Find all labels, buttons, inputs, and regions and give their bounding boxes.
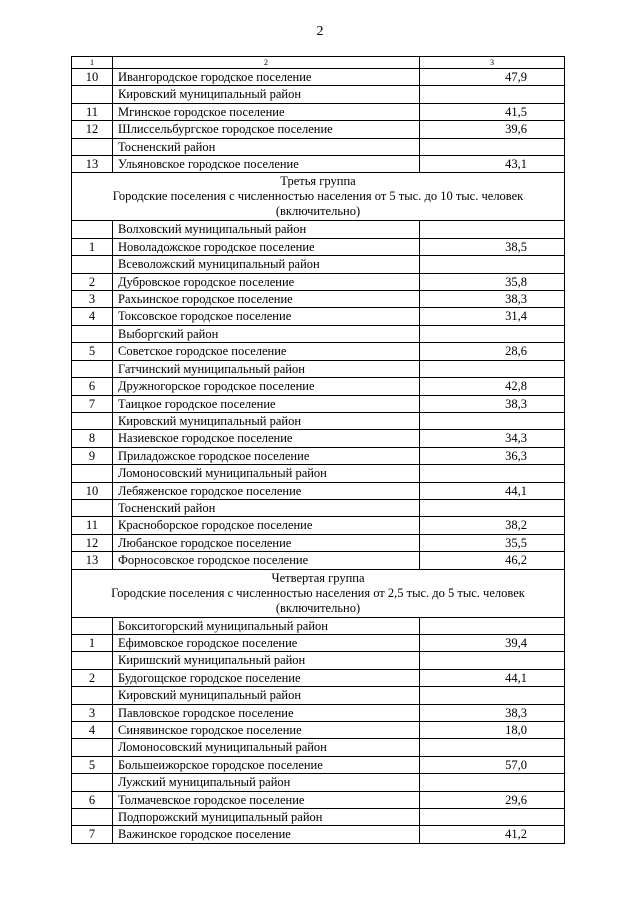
settlement-value: 43,1 [505,157,527,172]
row-number: 9 [72,447,113,464]
settlement-name: Токсовское городское поселение [113,308,420,325]
value-cell [420,121,565,138]
settlement-value: 38,2 [505,518,527,533]
table-row [72,756,565,773]
group-subtitle: Городские поселения с численностью населения от 2,5 тыс. до 5 тыс. человек [111,585,525,600]
district-row [72,652,565,669]
row-number: 12 [72,534,113,551]
district-name: Волховский муниципальный район [113,221,420,238]
row-number: 11 [72,517,113,534]
district-name: Всеволожский муниципальный район [113,256,420,273]
table-row [72,669,565,686]
row-number-cell [72,739,113,756]
value-cell [420,412,565,429]
district-name: Лужский муниципальный район [113,774,420,791]
settlement-value: 42,8 [505,379,527,394]
row-number: 7 [72,826,113,843]
row-number-cell [72,86,113,103]
settlement-value: 18,0 [505,723,527,737]
district-name: Подпорожский муниципальный район [113,809,420,826]
value-cell [420,482,565,499]
district-row [72,360,565,377]
value-cell [420,447,565,464]
value-cell [420,238,565,255]
header-col-1: 1 [72,57,113,69]
value-cell [420,325,565,342]
settlement-value: 35,8 [505,274,527,289]
table-row [72,447,565,464]
value-cell [420,791,565,808]
row-number-cell [72,325,113,342]
district-name: Бокситогорский муниципальный район [113,617,420,634]
table-row [72,343,565,360]
settlement-value: 29,6 [505,792,527,807]
table-row [72,482,565,499]
row-number-cell [72,412,113,429]
row-number: 2 [72,273,113,290]
value-cell [420,156,565,173]
row-number-cell [72,774,113,791]
district-name: Кировский муниципальный район [113,687,420,704]
settlement-value: 31,4 [505,309,527,324]
group-heading [72,569,565,617]
district-row [72,138,565,155]
settlement-name: Шлиссельбургское городское поселение [113,121,420,138]
value-cell [420,652,565,669]
row-number: 6 [72,791,113,808]
row-number: 13 [72,552,113,569]
settlement-name: Приладожское городское поселение [113,447,420,464]
row-number-cell [72,687,113,704]
district-row [72,412,565,429]
value-cell [420,221,565,238]
table-row [72,395,565,412]
settlement-name: Любанское городское поселение [113,534,420,551]
table-row [72,273,565,290]
row-number: 1 [72,634,113,651]
settlement-name: Советское городское поселение [113,343,420,360]
value-cell [420,826,565,843]
table-header-row [72,57,565,69]
value-cell [420,704,565,721]
table-row [72,826,565,843]
row-number: 7 [72,395,113,412]
settlement-value: 39,6 [505,122,527,137]
row-number: 8 [72,430,113,447]
row-number: 3 [72,291,113,308]
row-number: 10 [72,69,113,86]
value-cell [420,395,565,412]
row-number: 4 [72,308,113,325]
settlement-name: Будогощское городское поселение [113,669,420,686]
group-heading-row [72,173,565,221]
row-number: 1 [72,238,113,255]
table-row [72,378,565,395]
district-name: Ломоносовский муниципальный район [113,465,420,482]
settlement-name: Форносовское городское поселение [113,552,420,569]
table-row [72,156,565,173]
settlement-value: 39,4 [505,635,527,650]
settlement-value: 36,3 [505,448,527,463]
value-cell [420,138,565,155]
value-cell [420,756,565,773]
settlement-value: 35,5 [505,535,527,550]
settlement-name: Мгинское городское поселение [113,103,420,120]
settlement-value: 44,1 [505,670,527,685]
header-col-3: 3 [420,57,565,69]
row-number: 3 [72,704,113,721]
table-row [72,634,565,651]
district-row [72,617,565,634]
district-row [72,256,565,273]
table-row [72,722,565,739]
value-cell [420,378,565,395]
row-number-cell [72,809,113,826]
value-cell [420,774,565,791]
value-cell [420,552,565,569]
district-row [72,465,565,482]
group-heading-row [72,569,565,617]
table-row [72,534,565,551]
row-number-cell [72,652,113,669]
value-cell [420,308,565,325]
district-row [72,221,565,238]
group-heading [72,173,565,221]
table-row [72,291,565,308]
value-cell [420,360,565,377]
value-cell [420,687,565,704]
settlement-name: Павловское городское поселение [113,704,420,721]
settlement-value: 46,2 [505,553,527,568]
table-row [72,430,565,447]
value-cell [420,465,565,482]
value-cell [420,273,565,290]
settlement-name: Дружногорское городское поселение [113,378,420,395]
row-number: 11 [72,103,113,120]
value-cell [420,809,565,826]
table-row [72,517,565,534]
district-row [72,499,565,516]
value-cell [420,499,565,516]
row-number: 5 [72,343,113,360]
settlement-name: Рахьинское городское поселение [113,291,420,308]
value-cell [420,517,565,534]
group-subtitle: Городские поселения с численностью населения от 5 тыс. до 10 тыс. человек [112,189,524,204]
settlement-name: Лебяженское городское поселение [113,482,420,499]
settlement-value: 47,9 [505,70,527,84]
settlement-value: 38,3 [505,292,527,307]
table-row [72,704,565,721]
table-row [72,238,565,255]
settlement-name: Ульяновское городское поселение [113,156,420,173]
row-number: 5 [72,756,113,773]
district-name: Киришский муниципальный район [113,652,420,669]
settlement-name: Ивангородское городское поселение [113,69,420,86]
row-number: 13 [72,156,113,173]
district-row [72,809,565,826]
value-cell [420,69,565,86]
group-note: (включительно) [275,204,361,219]
settlement-name: Красноборское городское поселение [113,517,420,534]
district-name: Тосненский район [113,138,420,155]
district-name: Кировский муниципальный район [113,86,420,103]
row-number-cell [72,360,113,377]
settlement-value: 41,2 [505,827,527,842]
value-cell [420,722,565,739]
table-row [72,552,565,569]
district-row [72,687,565,704]
row-number: 10 [72,482,113,499]
header-col-2: 2 [113,57,420,69]
row-number: 12 [72,121,113,138]
table-row [72,791,565,808]
group-title: Четвертая группа [271,570,365,585]
settlement-name: Новоладожское городское поселение [113,238,420,255]
value-cell [420,256,565,273]
settlement-value: 57,0 [505,757,527,772]
value-cell [420,534,565,551]
group-note: (включительно) [275,600,361,615]
settlement-value: 38,3 [505,705,527,720]
value-cell [420,86,565,103]
settlement-name: Большеижорское городское поселение [113,756,420,773]
settlement-value: 38,3 [505,396,527,411]
row-number: 4 [72,722,113,739]
district-name: Выборгский район [113,325,420,342]
district-name: Тосненский район [113,499,420,516]
district-name: Кировский муниципальный район [113,412,420,429]
district-name: Ломоносовский муниципальный район [113,739,420,756]
district-name: Гатчинский муниципальный район [113,360,420,377]
value-cell [420,739,565,756]
table-row [72,103,565,120]
value-cell [420,430,565,447]
settlement-name: Ефимовское городское поселение [113,634,420,651]
settlement-name: Толмачевское городское поселение [113,791,420,808]
value-cell [420,634,565,651]
settlement-name: Важинское городское поселение [113,826,420,843]
value-cell [420,617,565,634]
district-row [72,86,565,103]
page-number: 2 [316,24,324,39]
settlement-value: 41,5 [505,104,527,119]
value-cell [420,669,565,686]
group-title: Третья группа [280,174,356,189]
settlement-name: Синявинское городское поселение [113,722,420,739]
table-body [72,57,565,844]
settlement-name: Назиевское городское поселение [113,430,420,447]
settlement-value: 34,3 [505,431,527,446]
district-row [72,325,565,342]
table-row [72,69,565,86]
settlements-table [71,56,565,844]
table-row [72,121,565,138]
row-number-cell [72,256,113,273]
settlement-value: 44,1 [505,483,527,498]
district-row [72,739,565,756]
row-number: 6 [72,378,113,395]
settlement-name: Таицкое городское поселение [113,395,420,412]
row-number-cell [72,617,113,634]
district-row [72,774,565,791]
row-number-cell [72,138,113,155]
settlement-name: Дубровское городское поселение [113,273,420,290]
settlement-value: 28,6 [505,344,527,359]
row-number-cell [72,465,113,482]
row-number-cell [72,221,113,238]
row-number: 2 [72,669,113,686]
settlement-value: 38,5 [505,239,527,254]
value-cell [420,343,565,360]
table-row [72,308,565,325]
value-cell [420,103,565,120]
value-cell [420,291,565,308]
row-number-cell [72,499,113,516]
